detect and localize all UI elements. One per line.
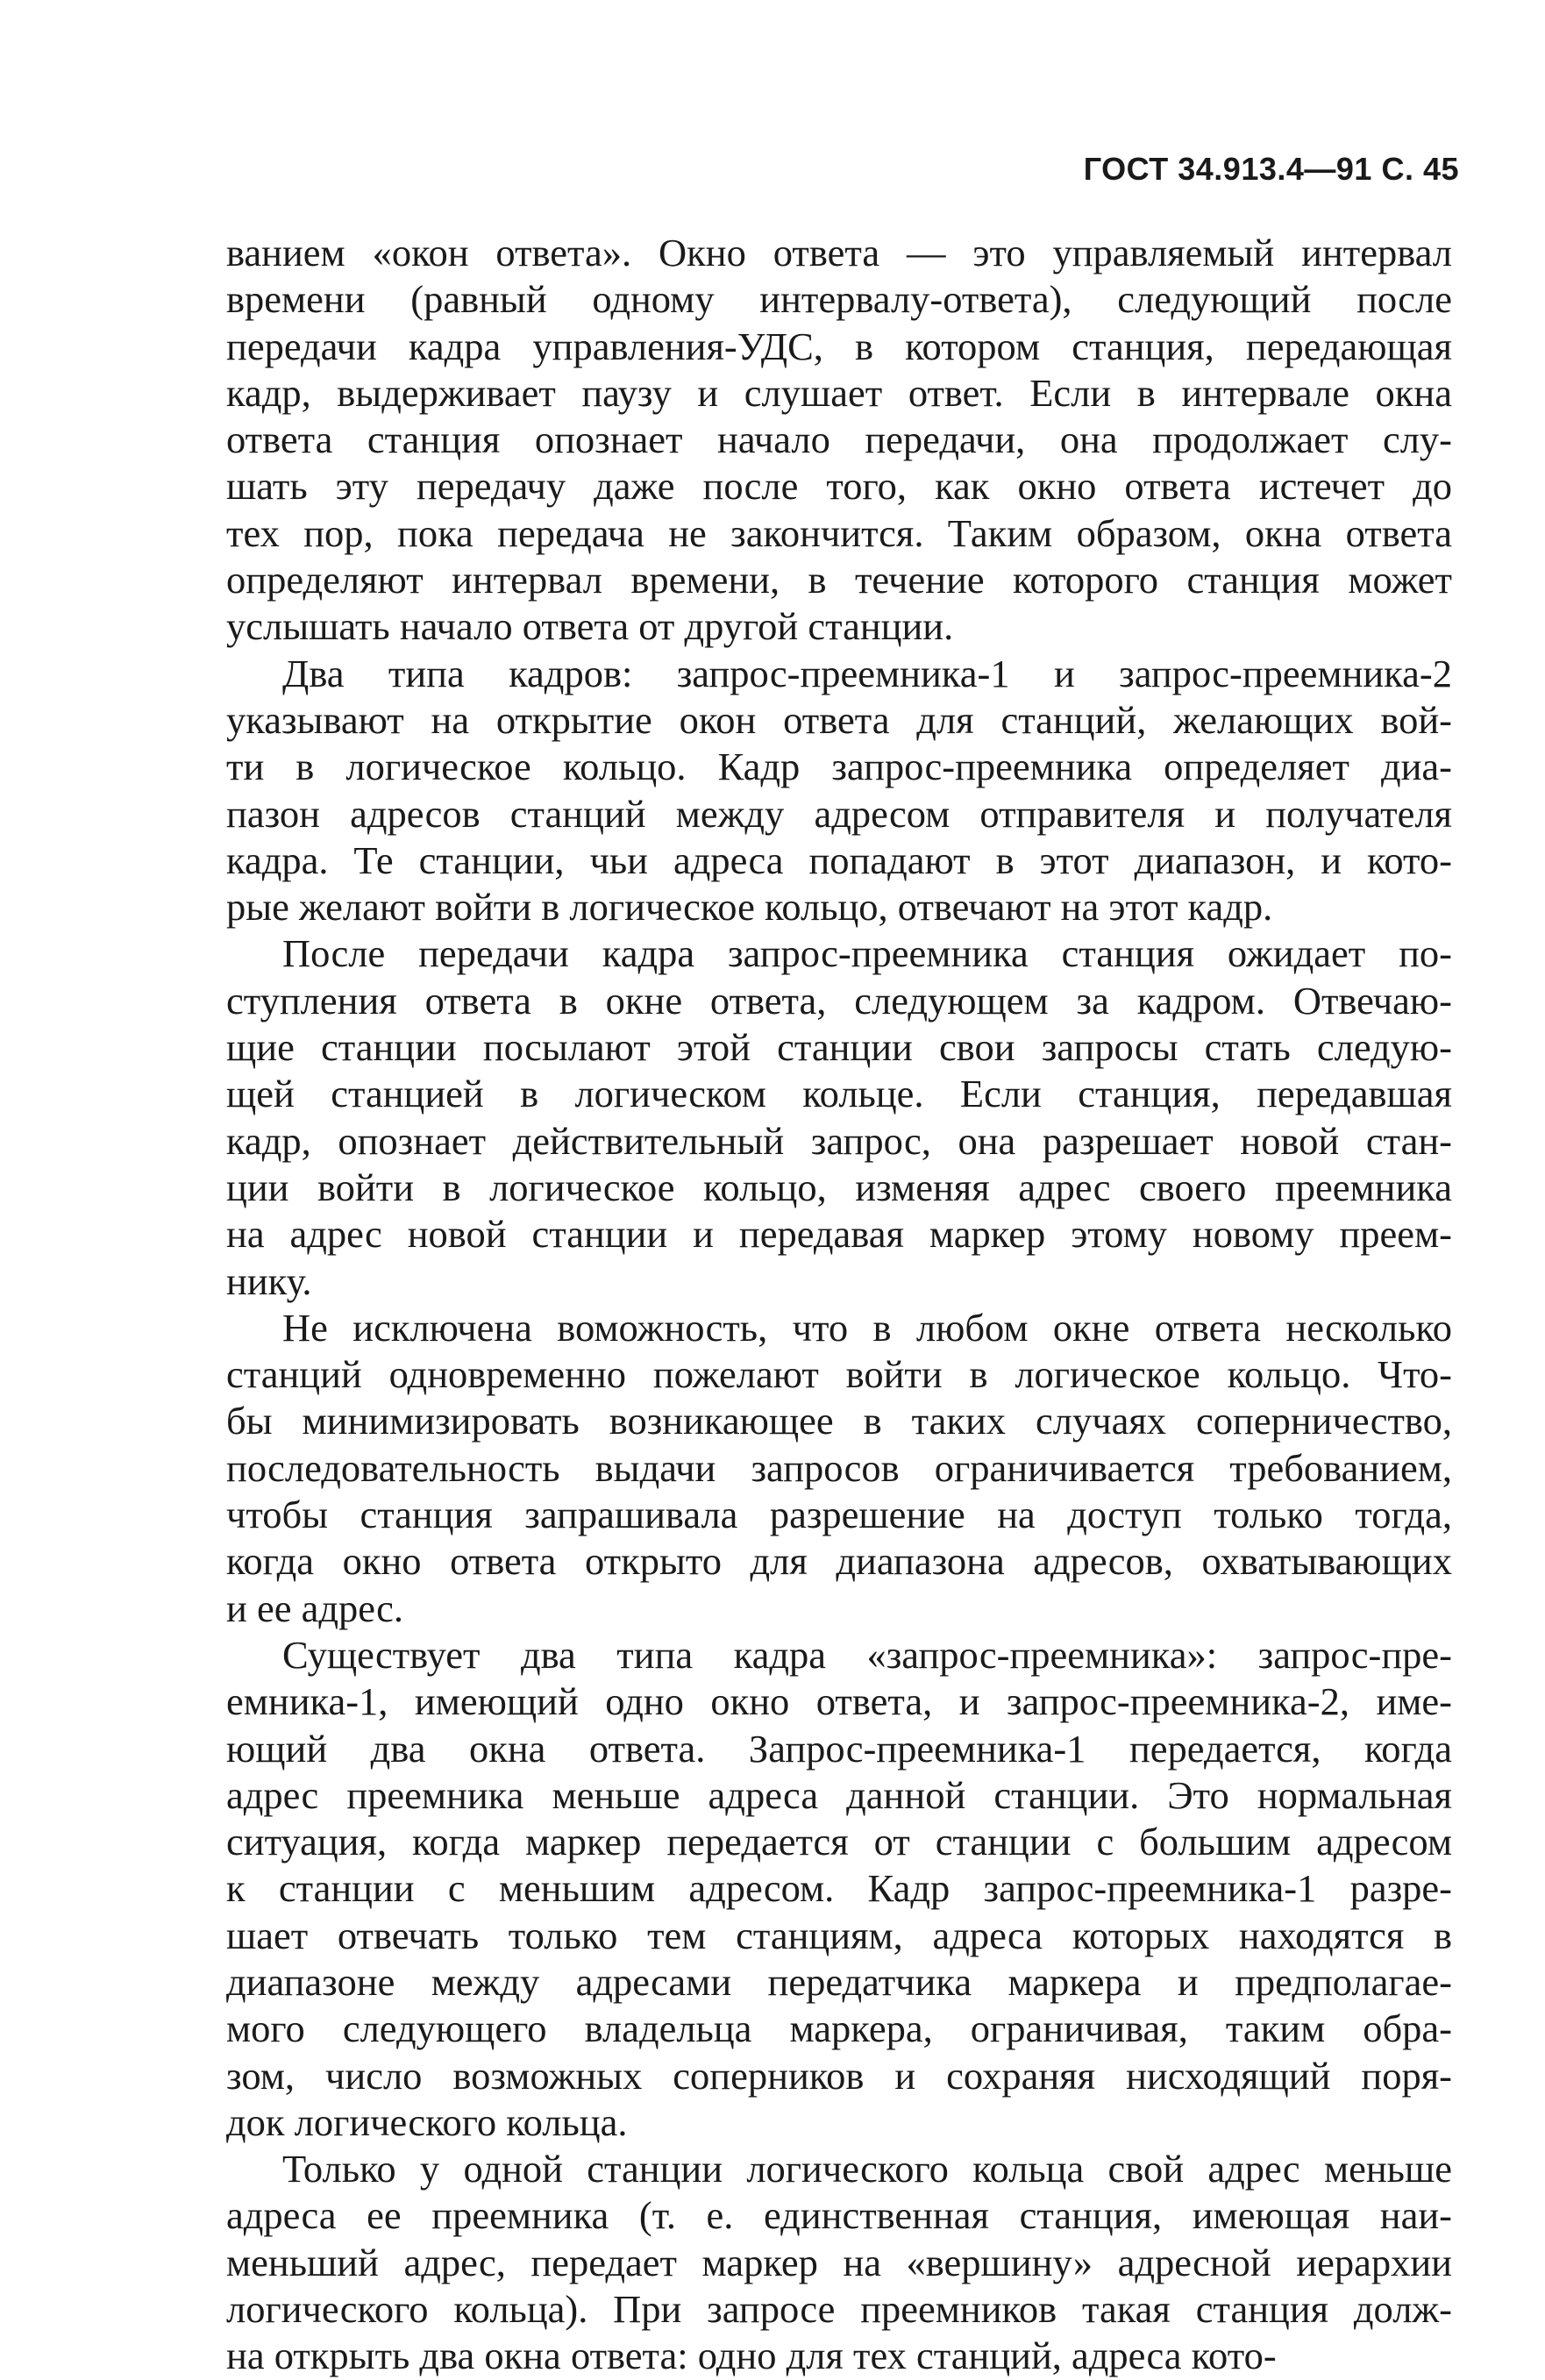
text-line: чтобы станция запрашивала разрешение на доступ только тогда, (226, 1493, 1452, 1537)
text-line: услышать начало ответа от другой станции. (226, 604, 954, 649)
text-line: ступления ответа в окне ответа, следующем за кадром. Отвечаю- (226, 978, 1452, 1023)
text-line: кадр, выдерживает паузу и слушает ответ. Если в интервале окна (226, 370, 1452, 415)
text-line: ситуация, когда маркер передается от станции с большим адресом (226, 1820, 1452, 1864)
text-line: зом, число возможных соперников и сохраняя нисходящий поря- (226, 2053, 1452, 2098)
text-line: ти в логическое кольцо. Кадр запрос-преемника определяет диа- (226, 745, 1452, 789)
text-line: ванием «окон ответа». Окно ответа — это управляемый интервал (226, 231, 1452, 274)
paragraph (226, 1305, 1452, 1632)
text-line: щей станцией в логическом кольце. Если станция, передавшая (226, 1072, 1452, 1116)
text-line: ции войти в логическое кольцо, изменяя адрес своего преемника (226, 1165, 1452, 1209)
text-line: щие станции посылают этой станции свои запросы стать следую- (226, 1025, 1452, 1070)
text-line: Не исключена воможность, что в любом окне ответа несколько (282, 1305, 1452, 1350)
text-line: мого следующего владельца маркера, ограничивая, таким обра- (226, 2006, 1452, 2051)
paragraph (226, 930, 1452, 1304)
text-line: кадра. Те станции, чьи адреса попадают в этот диапазон, и кото- (226, 837, 1452, 882)
text-line: После передачи кадра запрос-преемника станция ожидает по- (282, 931, 1452, 976)
text-line: рые желают войти в логическое кольцо, отвечают на этот кадр. (226, 885, 1273, 930)
text-line: бы минимизировать возникающее в таких случаях соперничество, (226, 1399, 1452, 1443)
paragraph (226, 1632, 1452, 2146)
text-line: емника-1, имеющий одно окно ответа, и запрос-преемника-2, име- (226, 1679, 1452, 1724)
text-line: Существует два типа кадра «запрос-преемника»: запрос-пре- (282, 1632, 1452, 1677)
text-line: времени (равный одному интервалу-ответа), следующий после (226, 277, 1452, 322)
text-line: адреса ее преемника (т. е. единственная станция, имеющая наи- (226, 2193, 1452, 2238)
paragraph (226, 230, 1452, 651)
text-line: пазон адресов станций между адресом отправителя и получателя (226, 791, 1452, 836)
body-text (226, 230, 1452, 2380)
text-line: и ее адрес. (226, 1585, 403, 1630)
text-line: тех пор, пока передача не закончится. Таким образом, окна ответа (226, 510, 1452, 555)
text-line: на адрес новой станции и передавая маркер этому новому преем- (226, 1212, 1452, 1257)
text-line: на открыть два окна ответа: одно для тех станций, адреса кото- (226, 2334, 1277, 2378)
text-line: адрес преемника меньше адреса данной станции. Это нормальная (226, 1772, 1452, 1817)
text-line: диапазоне между адресами передатчика маркера и предполагае- (226, 1959, 1452, 2004)
text-line: последовательность выдачи запросов ограничивается требованием, (226, 1445, 1452, 1490)
text-line: ответа станция опознает начало передачи, она продолжает слу- (226, 417, 1452, 462)
text-line: к станции с меньшим адресом. Кадр запрос-преемника-1 разре- (226, 1866, 1452, 1911)
text-line: определяют интервал времени, в течение которого станция может (226, 558, 1452, 602)
text-line: кадр, опознает действительный запрос, она разрешает новой стан- (226, 1118, 1452, 1163)
text-line: шать эту передачу даже после того, как окно ответа истечет до (226, 464, 1452, 509)
text-line: шает отвечать только тем станциям, адреса которых находятся в (226, 1913, 1452, 1957)
text-line: передачи кадра управления-УДС, в котором станция, передающая (226, 324, 1452, 368)
text-line: нику. (226, 1258, 312, 1303)
text-line: станций одновременно пожелают войти в логическое кольцо. Что- (226, 1352, 1452, 1397)
text-line: ющий два окна ответа. Запрос-преемника-1 передается, когда (226, 1726, 1452, 1771)
text-line: логического кольца). При запросе преемников такая станция долж- (226, 2287, 1452, 2332)
paragraph (226, 651, 1452, 931)
text-line: когда окно ответа открыто для диапазона адресов, охватывающих (226, 1539, 1452, 1584)
text-line: док логического кольца. (226, 2099, 628, 2144)
text-line: меньший адрес, передает маркер на «вершину» адресной иерархии (226, 2240, 1452, 2284)
paragraph (226, 2146, 1452, 2379)
text-line: Два типа кадров: запрос-преемника-1 и запрос-преемника-2 (282, 651, 1452, 695)
running-header: ГОСТ 34.913.4—91 С. 45 (1083, 151, 1459, 187)
text-line: Только у одной станции логического кольца свой адрес меньше (282, 2147, 1452, 2191)
text-line: указывают на открытие окон ответа для станций, желающих вой- (226, 697, 1452, 742)
